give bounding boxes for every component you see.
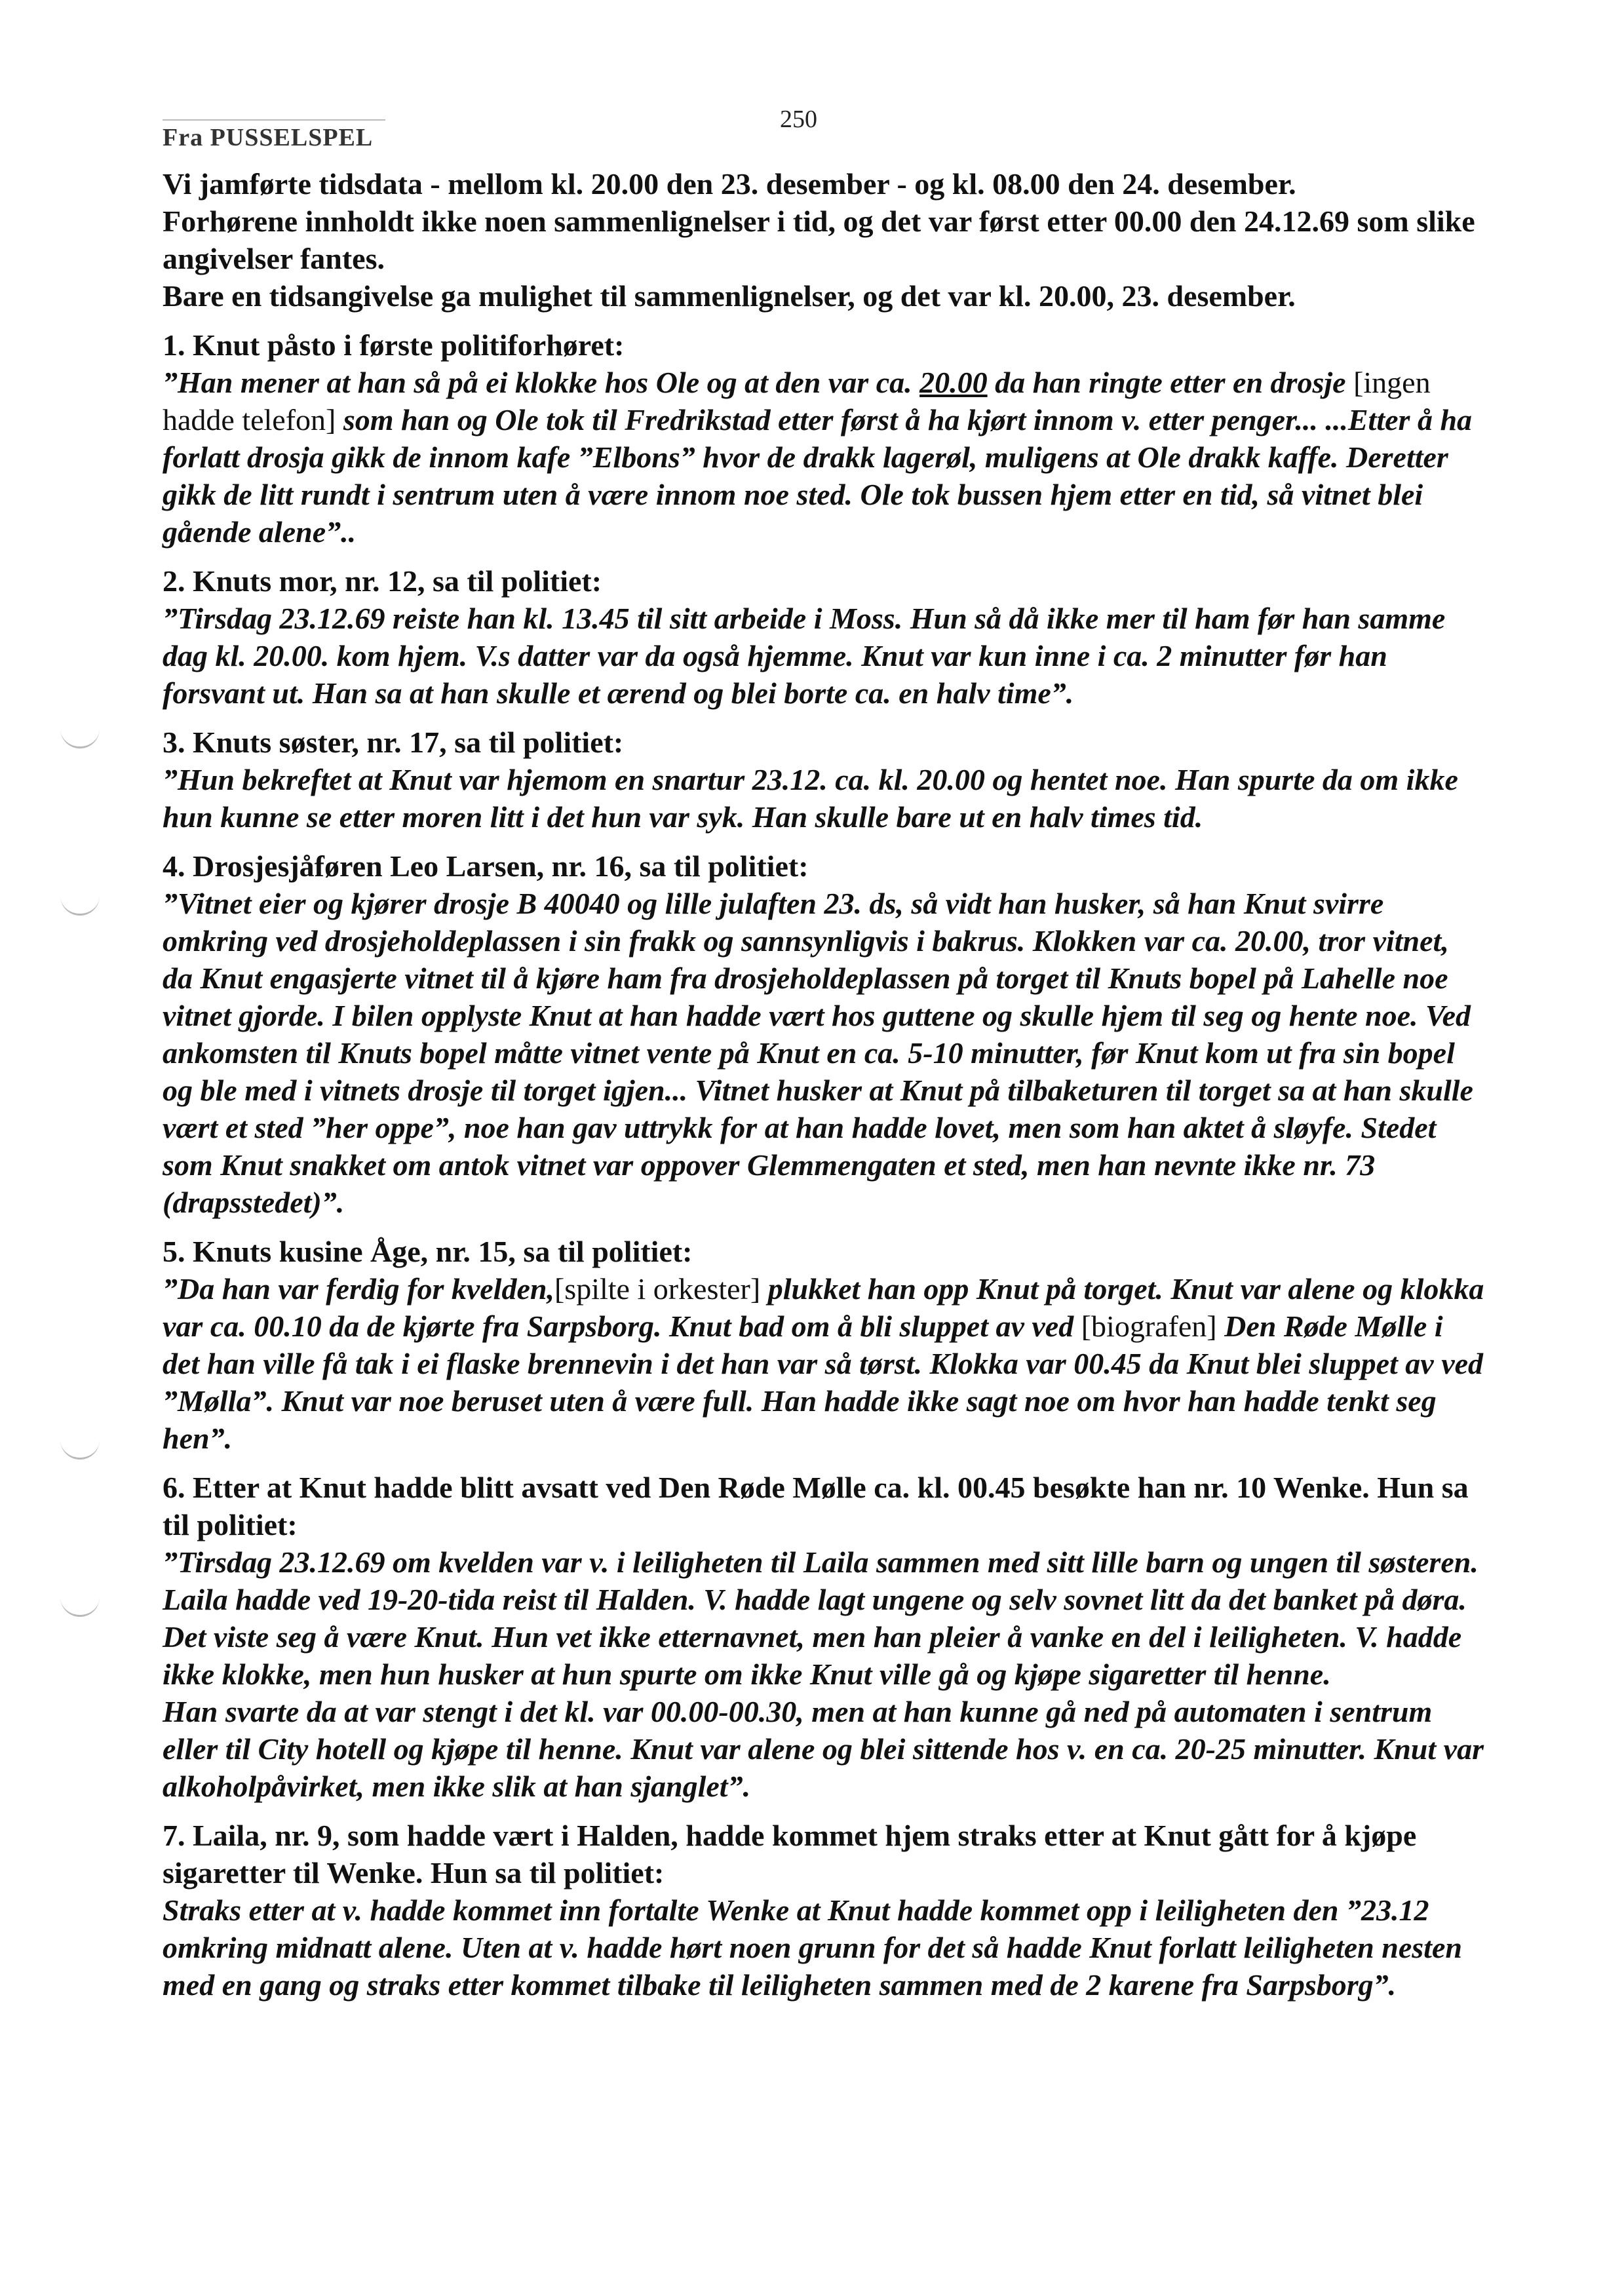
section-quote: ”Tirsdag 23.12.69 om kvelden var v. i leiligheten til Laila sammen med sitt lille barn og ungen til søsteren. Laila hadde ved 19-20-tida reist til Halden. V. hadde lagt ungene og selv sovnet litt da det banket på døra. Det viste seg å være Knut. Hun vet ikke etternavnet, men han pleier å vanke en del i leiligheten. V. hadde ikke klokke, men hun husker at hun spurte om ikke Knut ville gå og kjøpe sigaretter til henne.: [163, 1545, 1479, 1691]
section-3: [163, 724, 1486, 836]
quote-text: ”Han mener at han så på ei klokke hos Ole og at den var ca.: [163, 366, 920, 399]
section-2: [163, 562, 1486, 712]
page-number: 250: [780, 106, 817, 133]
quote-text: Den Røde Mølle i det han ville få tak i ei flaske brennevin i det han var så tørst. Klokka var 00.45 da Knut blei sluppet av ved ”Mølla”. Knut var noe beruset uten å være full. Han hadde ikke sagt noe om hvor han hadde tenkt seg hen”.: [163, 1309, 1484, 1455]
section-heading: 5. Knuts kusine Åge, nr. 15, sa til politiet:: [163, 1235, 693, 1268]
intro-line: Forhørene innholdt ikke noen sammenlignelser i tid, og det var først etter 00.00 den 24.12.69 som slike angivelser fantes.: [163, 204, 1475, 275]
binder-hole-mark: [60, 724, 100, 748]
editorial-note: [spilte i orkester]: [554, 1272, 761, 1306]
section-heading: 3. Knuts søster, nr. 17, sa til politiet:: [163, 726, 624, 759]
editorial-note: [biografen]: [1081, 1309, 1217, 1343]
section-quote: Han svarte da at var stengt i det kl. var 00.00-00.30, men at han kunne gå ned på automaten i sentrum eller til City hotell og kjøpe til henne. Knut var alene og blei sittende hos v. en ca. 20-25 minutter. Knut var alkoholpåvirket, men ikke slik at han sjanglet”.: [163, 1695, 1484, 1803]
quote-text: da han ringte etter en drosje: [987, 366, 1354, 399]
quote-time: 20.00: [919, 366, 988, 399]
section-quote: ”Tirsdag 23.12.69 reiste han kl. 13.45 til sitt arbeide i Moss. Hun så då ikke mer til ham før han samme dag kl. 20.00. kom hjem. V.s datter var da også hjemme. Knut var kun inne i ca. 2 minutter før han forsvant ut. Han sa at han skulle et ærend og blei borte ca. en halv time”.: [163, 602, 1446, 710]
section-6: [163, 1469, 1486, 1805]
binder-hole-mark: [60, 1435, 100, 1460]
section-quote: ”Vitnet eier og kjører drosje B 40040 og lille julaften 23. ds, så vidt han husker, så han Knut svirre omkring ved drosjeholdeplassen i sin frakk og sannsynligvis i bakrus. Klokken var ca. 20.00, tror vitnet, da Knut engasjerte vitnet til å kjøre ham fra drosjeholdeplassen på torget til Knuts bopel på Lahelle noe vitnet gjorde. I bilen opplyste Knut at han hadde vært hos guttene og skulle hjem til seg og hente noe. Ved ankomsten til Knuts bopel måtte vitnet vente på Knut en ca. 5-10 minutter, før Knut kom ut fra sin bopel og ble med i vitnets drosje til torget igjen... Vitnet husker at Knut på tilbaketuren til torget sa at han skulle vært et sted ”her oppe”, noe han gav uttrykk for at han hadde lovet, men som han aktet å sløyfe. Stedet som Knut snakket om antok vitnet var oppover Glemmengaten et sted, men han nevnte ikke nr. 73 (drapsstedet)”.: [163, 887, 1473, 1219]
section-heading: 2. Knuts mor, nr. 12, sa til politiet:: [163, 564, 602, 598]
section-1: [163, 326, 1486, 551]
binder-hole-mark: [60, 1593, 100, 1617]
section-quote: Straks etter at v. hadde kommet inn fortalte Wenke at Knut hadde kommet opp i leiligheten den ”23.12 omkring midnatt alene. Uten at v. hadde hørt noen grunn for det så hadde Knut forlatt leiligheten nesten med en gang og straks etter kommet tilbake til leiligheten sammen med de 2 karene fra Sarpsborg”.: [163, 1893, 1462, 2002]
source-label: Fra PUSSELSPEL: [163, 124, 374, 151]
header-rule: [163, 119, 385, 121]
quote-text: som han og Ole tok til Fredrikstad etter først å ha kjørt innom v. etter penger... ...Etter å ha forlatt drosja gikk de innom kafe ”Elbons” hvor de drakk lagerøl, muligens at Ole drakk kaffe. Deretter gikk de litt rundt i sentrum uten å være innom noe sted. Ole tok bussen hjem etter en tid, så vitnet blei gående alene”..: [163, 403, 1473, 549]
section-quote: [163, 364, 1486, 551]
intro-paragraph: [163, 165, 1486, 315]
section-5: [163, 1233, 1486, 1457]
intro-line: Bare en tidsangivelse ga mulighet til sammenlignelser, og det var kl. 20.00, 23. desember.: [163, 279, 1296, 313]
quote-text: plukket han opp Knut på torget. Knut var alene og klokka var ca. 00.10 da de kjørte fra Sarpsborg. Knut bad om å bli sluppet av ved: [163, 1272, 1484, 1343]
section-quote: [163, 1270, 1486, 1457]
section-4: [163, 847, 1486, 1221]
section-7: [163, 1817, 1486, 2004]
section-heading: 6. Etter at Knut hadde blitt avsatt ved Den Røde Mølle ca. kl. 00.45 besøkte han nr. 10 Wenke. Hun sa til politiet:: [163, 1471, 1469, 1541]
section-heading: 1. Knut påsto i første politiforhøret:: [163, 328, 625, 362]
binder-hole-mark: [60, 891, 100, 916]
section-heading: 7. Laila, nr. 9, som hadde vært i Halden, hadde kommet hjem straks etter at Knut gått for å kjøpe sigaretter til Wenke. Hun sa til politiet:: [163, 1819, 1417, 1889]
document-body: [163, 165, 1486, 2015]
section-heading: 4. Drosjesjåføren Leo Larsen, nr. 16, sa til politiet:: [163, 849, 809, 883]
quote-text: ”Da han var ferdig for kvelden,: [163, 1272, 554, 1306]
intro-line: Vi jamførte tidsdata - mellom kl. 20.00 den 23. desember - og kl. 08.00 den 24. desember.: [163, 167, 1296, 201]
section-quote: ”Hun bekreftet at Knut var hjemom en snartur 23.12. ca. kl. 20.00 og hentet noe. Han spurte da om ikke hun kunne se etter moren litt i det hun var syk. Han skulle bare ut en halv times tid.: [163, 763, 1458, 834]
editorial-note: [ingen hadde telefon]: [163, 366, 1431, 436]
